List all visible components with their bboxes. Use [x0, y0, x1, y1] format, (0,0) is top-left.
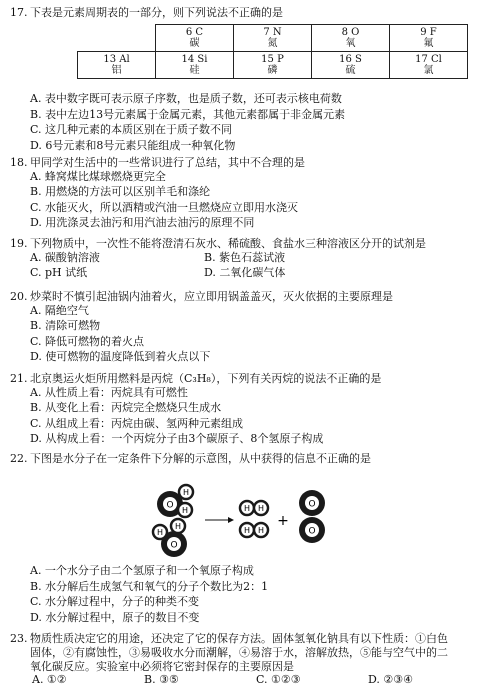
- question-number: 21.: [10, 372, 28, 385]
- question-stem: 北京奥运火炬所用燃料是丙烷（C₃H₈），下列有关丙烷的说法不正确的是: [30, 372, 382, 385]
- option-b[interactable]: B. 表中左边13号元素属于金属元素，其他元素都属于非金属元素: [30, 107, 346, 121]
- option-d[interactable]: D. 从构成上看：一个丙烷分子由3个碳原子、8个氢原子构成: [30, 432, 324, 446]
- question-22: [10, 452, 492, 466]
- option-a[interactable]: A. 从性质上看：丙烷具有可燃性: [30, 385, 188, 399]
- atom-label-o: O: [170, 540, 178, 551]
- table-cell: 7 N 氮: [234, 25, 312, 52]
- option-c[interactable]: C. 降低可燃物的着火点: [30, 334, 145, 348]
- question-number: 23.: [10, 632, 28, 645]
- option-b[interactable]: B. ③⑤: [144, 673, 179, 687]
- option-b[interactable]: B. 从变化上看：丙烷完全燃烧只生成水: [30, 401, 222, 415]
- option-d[interactable]: D. 二氧化碳气体: [204, 266, 286, 280]
- table-cell: 6 C 碳: [156, 25, 234, 52]
- atom-label-h: H: [257, 526, 265, 535]
- table-cell: 16 S 硫: [312, 52, 390, 79]
- atom-label-h: H: [257, 504, 265, 513]
- option-d[interactable]: D. 用洗涤灵去油污和用汽油去油污的原理不同: [30, 216, 255, 230]
- question-stem: 炒菜时不慎引起油锅内油着火，应立即用锅盖盖灭，灭火依据的主要原理是: [30, 290, 393, 303]
- oxygen-molecule: [299, 490, 325, 543]
- option-a[interactable]: A. ①②: [32, 673, 67, 687]
- water-molecule-1: [157, 485, 193, 517]
- option-d[interactable]: D. 水分解过程中，原子的数目不变: [30, 610, 200, 624]
- option-c[interactable]: C. ①②③: [256, 673, 301, 687]
- atom-label-h: H: [156, 528, 164, 537]
- option-a[interactable]: A. 表中数字既可表示原子序数，也是质子数，还可表示核电荷数: [30, 92, 342, 105]
- option-c[interactable]: C. 从组成上看：丙烷由碳、氢两种元素组成: [30, 416, 244, 430]
- water-molecule-2: [153, 519, 187, 557]
- atom-label-o: O: [308, 499, 316, 510]
- option-c[interactable]: C. 水能灭火，所以酒精或汽油一旦燃烧应立即用水浇灭: [30, 200, 299, 214]
- atom-label-o: O: [166, 500, 174, 511]
- question-22-options: [10, 564, 492, 626]
- question-stem: 甲同学对生活中的一些常识进行了总结，其中不合理的是: [30, 156, 305, 169]
- table-cell: 9 F 氟: [390, 25, 468, 52]
- table-cell: 14 Si 硅: [156, 52, 234, 79]
- question-17-options: [10, 92, 492, 154]
- plus-sign: +: [277, 513, 289, 529]
- option-c[interactable]: C. pH 试纸: [30, 266, 88, 280]
- option-b[interactable]: B. 水分解后生成氢气和氧气的分子个数比为2：1: [30, 579, 269, 593]
- atom-label-h: H: [174, 522, 182, 531]
- atom-label-h: H: [243, 504, 251, 513]
- table-cell: 8 O 氧: [312, 25, 390, 52]
- question-number: 18.: [10, 156, 28, 169]
- atom-label-h: H: [182, 488, 190, 497]
- question-stem-line-1: 物质性质决定它的用途，还决定了它的保存方法。固体氢氧化钠具有以下性质：①白色: [30, 632, 448, 645]
- option-a[interactable]: A. 一个水分子由二个氢原子和一个氧原子构成: [30, 564, 254, 577]
- table-cell: 13 Al 铝: [78, 52, 156, 79]
- option-a[interactable]: A. 隔绝空气: [30, 303, 89, 317]
- option-a[interactable]: A. 碳酸钠溶液: [30, 250, 100, 264]
- question-number: 22.: [10, 452, 28, 465]
- question-number: 20.: [10, 290, 28, 303]
- hydrogen-molecule-2: [240, 523, 268, 537]
- question-19: [10, 237, 492, 282]
- question-stem-line-2: 固体，②有腐蚀性，③易吸收水分而潮解，④易溶于水，溶解放热，⑤能与空气中的二: [30, 645, 448, 659]
- option-d[interactable]: D. 使可燃物的温度降低到着火点以下: [30, 350, 211, 364]
- question-stem-line-3: 氧化碳反应。实验室中必须将它密封保存的主要原因是: [30, 659, 294, 673]
- periodic-table: [77, 24, 468, 79]
- option-b[interactable]: B. 清除可燃物: [30, 319, 101, 333]
- option-d[interactable]: D. 6号元素和8号元素只能组成一种氧化物: [30, 138, 236, 152]
- question-stem: 下列物质中，一次性不能将澄清石灰水、稀硫酸、食盐水三种溶液区分开的试剂是: [30, 237, 426, 250]
- option-d[interactable]: D. ②③④: [368, 673, 414, 687]
- atom-label-h: H: [181, 506, 189, 515]
- option-c[interactable]: C. 这几种元素的本质区别在于质子数不同: [30, 123, 233, 136]
- water-decomposition-diagram: [150, 470, 350, 570]
- hydrogen-molecule-1: [240, 501, 268, 515]
- question-17: [10, 6, 492, 20]
- question-stem: 下表是元素周期表的一部分，则下列说法不正确的是: [30, 6, 283, 19]
- option-b[interactable]: B. 用燃烧的方法可以区别羊毛和涤纶: [30, 185, 211, 199]
- question-23: [10, 632, 492, 687]
- question-number: 17.: [10, 6, 28, 19]
- atom-label-o: O: [308, 526, 316, 537]
- option-a[interactable]: A. 蜂窝煤比煤球燃烧更完全: [30, 169, 166, 183]
- option-c[interactable]: C. 水分解过程中，分子的种类不变: [30, 595, 200, 608]
- reaction-arrow: [205, 517, 234, 523]
- option-b[interactable]: B. 紫色石蕊试液: [204, 250, 286, 264]
- question-18: [10, 156, 492, 232]
- table-cell: 17 Cl 氯: [390, 52, 468, 79]
- question-21: [10, 372, 492, 448]
- atom-label-h: H: [243, 526, 251, 535]
- question-stem: 下图是水分子在一定条件下分解的示意图，从中获得的信息不正确的是: [30, 452, 371, 465]
- question-20: [10, 290, 492, 366]
- table-cell: 15 P 磷: [234, 52, 312, 79]
- question-number: 19.: [10, 237, 28, 250]
